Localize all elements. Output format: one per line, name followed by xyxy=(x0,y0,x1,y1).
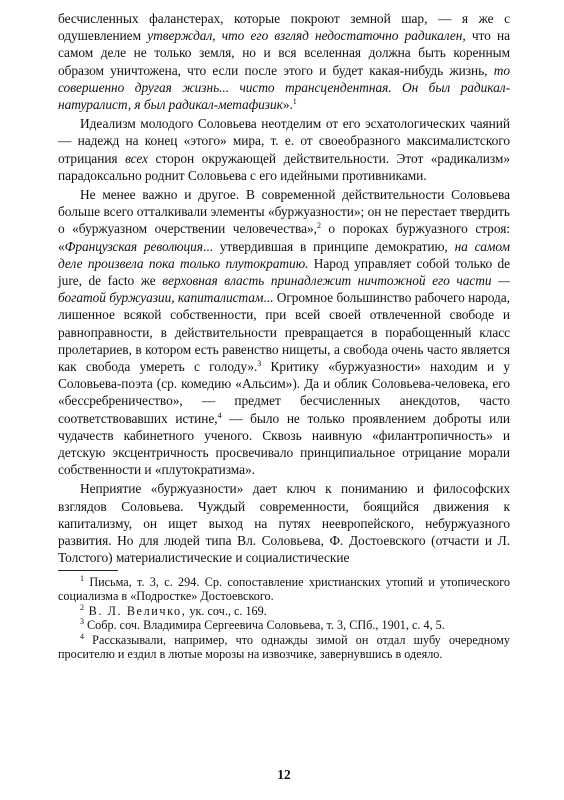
paragraph-4 xyxy=(58,480,510,566)
italic-run: на самом деле произвела пока только плутократию. xyxy=(58,238,510,271)
page-number: 12 xyxy=(277,767,291,782)
footnote-ref: 2 xyxy=(316,221,321,231)
paragraph-1 xyxy=(58,10,510,113)
text-run: что на самом деле не только земля, но и вся вселенная должна быть коренным образом уничтожена, что если после этого и будет какая-нибудь жизнь, xyxy=(58,28,510,78)
text-run: бесчисленных фаланстерах, которые покроют земной шар, — я же с одушевлением xyxy=(58,11,510,44)
paragraph-2 xyxy=(58,115,510,184)
italic-run: утверждал, что его взгляд недостаточно радикален, xyxy=(147,28,466,44)
text-run: ». xyxy=(282,97,293,113)
footnote-number: 3 xyxy=(80,617,84,627)
text-run: Не менее важно и другое. В современной действительности Соловьева больше всего отталкивали элементы «буржуазности»; он не перестает твердить о «буржуазном очерствении человечества», xyxy=(58,187,510,237)
main-text xyxy=(58,10,510,567)
text-run: о пороках буржуазного строя: « xyxy=(58,221,510,254)
italic-run: всех xyxy=(125,150,149,166)
italic-run: то совершенно другая жизнь... чисто трансцендентная. Он был радикал-натуралист, я был радикал-метафизик xyxy=(58,62,510,113)
text-run: — было не только проявлением доброты или чудачеств кабинетного ученого. Сквозь наивную «филантропичность» и детскую эксцентричность просвечивало принципиальное отрицание морали собственности и «плутократизма». xyxy=(58,410,510,478)
italic-run: Французская революция xyxy=(64,238,203,254)
text-run: ... утвердившая в принципе демократию, xyxy=(202,238,455,254)
footnote-divider xyxy=(58,570,118,571)
text-run: ... Огромное большинство рабочего народа, лишенное всякой собственности, при всей своей отвлеченной свободе и равноправности, в действительности превращается в порабощенный класс пролетариев, в котором есть равенство нищеты, а свобода очень часто является как свобода умереть с голоду». xyxy=(58,290,510,375)
text-run: Народ управляет собой только de jure, de facto же xyxy=(58,255,511,289)
footnote-1 xyxy=(58,575,510,604)
footnote-text: Рассказывали, например, что однажды зимой он отдал шубу очередному просителю и ездил в лютые морозы на извозчике, завернувшись в одеяло. xyxy=(58,632,510,662)
text-run: Критику «буржуазности» находим и у Соловьева-поэта (ср. комедию «Альсим»). Да и облик Соловьева-человека, его «бессребреничество», — предмет бесчисленных анекдотов, часто соответствовавших истине, xyxy=(58,359,510,426)
footnote-ref: 4 xyxy=(217,410,222,420)
text-run: Неприятие «буржуазности» дает ключ к пониманию и философских взглядов Соловьева. Чуждый современности, боящийся движения к капитализму, он ищет выход на путях неевропейского, небуржуазного развития. Но для людей типа Вл. Соловьева, Ф. Достоевского (отчасти и Л. Толстого) материалистические и социалистические xyxy=(58,481,510,566)
book-page xyxy=(58,10,510,790)
footnote-2 xyxy=(58,604,510,619)
footnote-ref: 3 xyxy=(257,359,262,369)
text-run: Идеализм молодого Соловьева неотделим от его эсхатологических чаяний — надежд на конец «этого» мира, т. е. от своеобразного максималистского отрицания xyxy=(58,116,510,166)
footnote-4 xyxy=(58,633,510,662)
footnote-text: ук. соч., с. 169. xyxy=(186,603,267,618)
footnotes xyxy=(58,575,510,663)
text-run: сторон окружающей действительности. Этот «радикализм» парадоксально роднит Соловьева с его идейными противниками. xyxy=(58,150,510,183)
footnote-number: 2 xyxy=(80,602,84,612)
italic-run: верховная власть принадлежит ничтожной его части — богатой буржуазии, капиталистам xyxy=(58,273,510,306)
footnote-ref: 1 xyxy=(292,97,297,107)
paragraph-3 xyxy=(58,186,510,478)
footnote-3 xyxy=(58,618,510,633)
footnote-text: Письма, т. 3, с. 294. Ср. сопоставление христианских утопий и утопического социализма в «Подростке» Достоевского. xyxy=(58,574,510,604)
footnote-number: 4 xyxy=(80,631,84,641)
footnote-number: 1 xyxy=(80,573,84,583)
footnote-text: Собр. соч. Владимира Сергеевича Соловьева, т. 3, СПб., 1901, с. 4, 5. xyxy=(84,618,445,633)
footnote-author: В. Л. Величко, xyxy=(84,603,187,618)
